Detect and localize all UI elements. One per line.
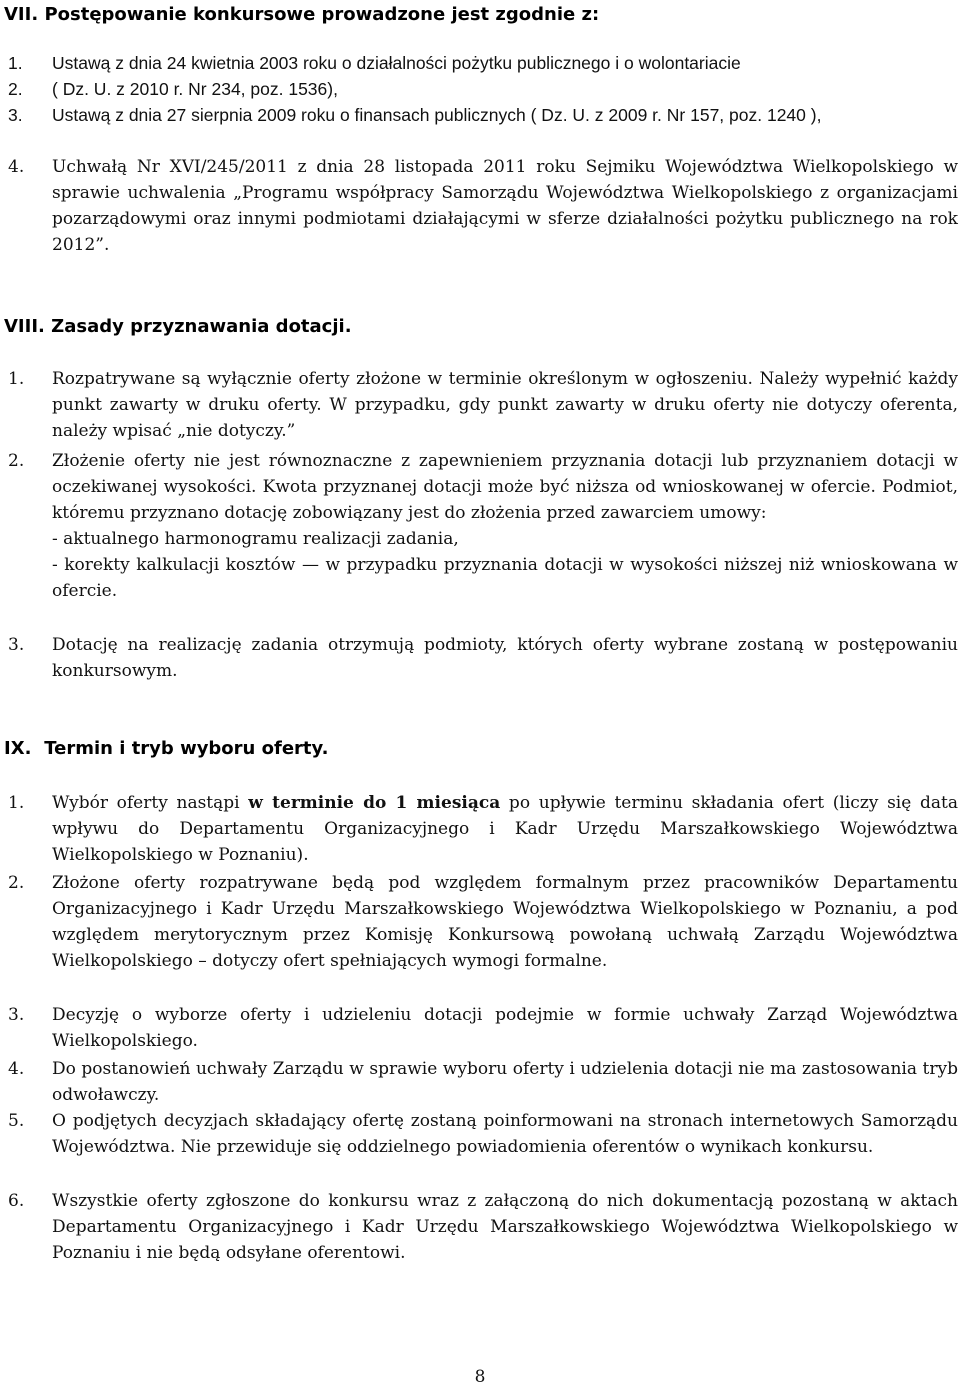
list-item <box>4 1002 958 1054</box>
list-item <box>4 1188 958 1266</box>
sub-item: - korekty kalkulacji kosztów — w przypadku przyznania dotacji w wysokości niższej niż wnioskowana w ofercie. <box>52 555 958 601</box>
section-title: Termin i tryb wyboru oferty. <box>44 738 329 759</box>
list-item-text: Rozpatrywane są wyłącznie oferty złożone w terminie określonym w ogłoszeniu. Należy wypełnić każdy punkt zawarty w druku oferty. W przypadku, gdy punkt zawarty w druku oferty nie dotyczy oferenta, należy wpisać „nie dotyczy.” <box>52 369 958 441</box>
section-heading-vii <box>4 2 599 28</box>
list-item <box>4 102 958 128</box>
list-item-text: Ustawą z dnia 24 kwietnia 2003 roku o działalności pożytku publicznego i o wolontariacie <box>52 53 741 73</box>
list-item-text: ( Dz. U. z 2010 r. Nr 234, poz. 1536), <box>52 79 338 99</box>
list-item <box>4 366 958 444</box>
list-marker: 1. <box>8 793 25 813</box>
section-number: VIII. <box>4 316 45 337</box>
section-title: Postępowanie konkursowe prowadzone jest zgodnie z: <box>44 4 600 25</box>
list-item <box>4 76 958 102</box>
list-item <box>4 632 958 684</box>
page-number: 8 <box>474 1367 486 1387</box>
text-run: po upływie terminu składania ofert (liczy się data wpływu do Departamentu Organizacyjnego i Kadr Urzędu Marszałkowskiego Województwa Wielkopolskiego w Poznaniu). <box>52 793 958 865</box>
list-item <box>4 790 958 868</box>
list-item <box>4 1056 958 1108</box>
list-item-text <box>52 790 958 868</box>
list-marker: 3. <box>8 635 25 655</box>
list-marker: 4. <box>8 1059 25 1079</box>
list-marker: 3. <box>8 105 23 125</box>
list-item-text: O podjętych decyzjach składający ofertę zostaną poinformowani na stronach internetowych Samorządu Województwa. Nie przewiduje się oddzielnego powiadomienia oferentów o wynikach konkursu. <box>52 1111 958 1157</box>
section-number: IX. <box>4 738 32 759</box>
section-heading-viii <box>4 314 352 340</box>
list-item-text: Do postanowień uchwały Zarządu w sprawie wyboru oferty i udzielenia dotacji nie ma zastosowania tryb odwoławczy. <box>52 1059 958 1105</box>
section-heading-ix <box>4 736 328 762</box>
list-item-text: Złożenie oferty nie jest równoznaczne z zapewnieniem przyznania dotacji lub przyznaniem dotacji w oczekiwanej wysokości. Kwota przyznanej dotacji może być niższa od wnioskowanej w ofercie. Podmiot, któremu przyznano dotację zobowiązany jest do złożenia przed zawarciem umowy: <box>52 451 958 523</box>
list-item-text: Złożone oferty rozpatrywane będą pod względem formalnym przez pracowników Departamentu Organizacyjnego i Kadr Urzędu Marszałkowskiego Województwa Wielkopolskiego w Poznaniu, a pod względem merytorycznym przez Komisję Konkursową powołaną uchwałą Zarządu Województwa Wielkopolskiego – dotyczy ofert spełniających wymogi formalne. <box>52 873 958 971</box>
list-marker: 1. <box>8 53 23 73</box>
list-item <box>4 154 958 258</box>
list-item <box>4 1108 958 1160</box>
list-item-text: Ustawą z dnia 27 sierpnia 2009 roku o finansach publicznych ( Dz. U. z 2009 r. Nr 157, poz. 1240 ), <box>52 105 822 125</box>
list-item-text: Decyzję o wyborze oferty i udzieleniu dotacji podejmie w formie uchwały Zarząd Województwa Wielkopolskiego. <box>52 1005 958 1051</box>
text-run: Wybór oferty nastąpi <box>52 793 249 813</box>
list-item-text: Uchwałą Nr XVI/245/2011 z dnia 28 listopada 2011 roku Sejmiku Województwa Wielkopolskiego w sprawie uchwalenia „Programu współpracy Samorządu Województwa Wielkopolskiego z organizacjami pozarządowymi oraz innymi podmiotami działającymi w sferze działalności pożytku publicznego na rok 2012”. <box>52 157 958 255</box>
section-title: Zasady przyznawania dotacji. <box>51 316 352 337</box>
list-item-text: Dotację na realizację zadania otrzymują podmioty, których oferty wybrane zostaną w postępowaniu konkursowym. <box>52 635 958 681</box>
list-marker: 1. <box>8 369 25 389</box>
list-item-text: Wszystkie oferty zgłoszone do konkursu wraz z załączoną do nich dokumentacją pozostaną w aktach Departamentu Organizacyjnego i Kadr Urzędu Marszałkowskiego Województwa Wielkopolskiego w Poznaniu i nie będą odsyłane oferentowi. <box>52 1191 958 1263</box>
list-marker: 4. <box>8 157 25 177</box>
list-item <box>4 870 958 974</box>
emphasis-text: w terminie do 1 miesiąca <box>248 793 501 813</box>
list-marker: 2. <box>8 873 25 893</box>
list-item <box>4 50 958 76</box>
list-marker: 5. <box>8 1111 25 1131</box>
list-item <box>4 448 958 604</box>
section-number: VII. <box>4 4 39 25</box>
list-marker: 6. <box>8 1191 25 1211</box>
list-marker: 2. <box>8 451 25 471</box>
list-marker: 2. <box>8 79 23 99</box>
list-marker: 3. <box>8 1005 25 1025</box>
sub-item: - aktualnego harmonogramu realizacji zadania, <box>52 529 459 549</box>
